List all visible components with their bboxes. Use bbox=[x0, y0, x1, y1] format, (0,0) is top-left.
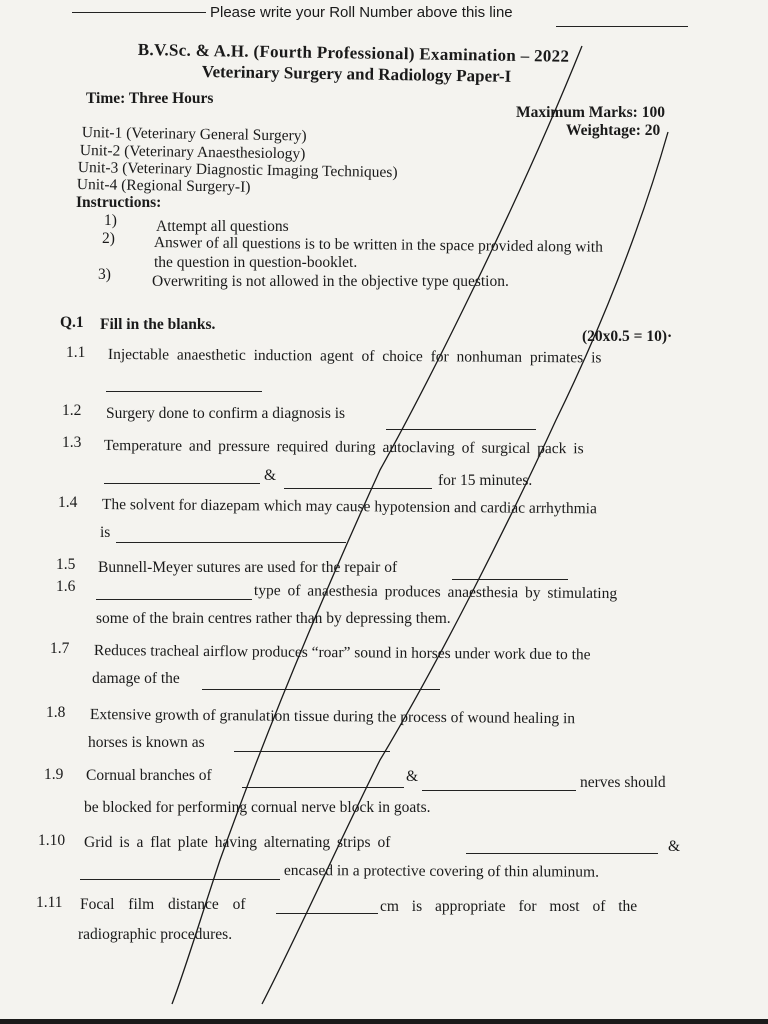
q1-5-blank[interactable] bbox=[452, 578, 568, 580]
unit-4: Unit-4 (Regional Surgery-I) bbox=[76, 176, 251, 196]
q1-1-text-content: Injectable anaesthetic induction agent of choice for nonhuman primates is bbox=[107, 346, 602, 367]
q1-3-blank-temperature[interactable] bbox=[104, 482, 260, 484]
weightage-label: Weightage: 20 bbox=[566, 122, 661, 139]
q1-11-text: Focal film distance of bbox=[80, 896, 246, 913]
max-marks-label: Maximum Marks: 100 bbox=[516, 104, 665, 121]
q1-9-text-cont: be blocked for performing cornual nerve block in goats. bbox=[84, 799, 431, 816]
roll-line-left bbox=[72, 12, 206, 13]
section-marks: (20x0.5 = 10)· bbox=[582, 328, 673, 345]
q1-3-text: Temperature and pressure required during autoclaving of surgical pack is bbox=[103, 437, 584, 458]
instruction-2-text-cont: the question in question-booklet. bbox=[154, 254, 358, 271]
q1-1-text bbox=[108, 346, 682, 368]
unit-1: Unit-1 (Veterinary General Surgery) bbox=[81, 124, 307, 145]
q1-2-number: 1.2 bbox=[62, 402, 82, 419]
paper-title: Veterinary Surgery and Radiology Paper-I bbox=[201, 62, 512, 86]
q1-8-text-cont: horses is known as bbox=[88, 734, 205, 751]
q1-7-blank[interactable] bbox=[202, 688, 440, 690]
q1-6-text: type of anaesthesia produces anaesthesia by stimulating bbox=[253, 582, 618, 603]
q1-3-blank-pressure[interactable] bbox=[284, 487, 432, 489]
question-label: Q.1 bbox=[60, 314, 84, 331]
q1-9-text-mid: nerves should bbox=[580, 774, 666, 791]
instruction-1-num: 1) bbox=[104, 212, 117, 229]
q1-8-blank[interactable] bbox=[234, 750, 390, 752]
q1-8-number: 1.8 bbox=[46, 704, 66, 721]
q1-6-blank[interactable] bbox=[96, 598, 252, 600]
q1-2-text: Surgery done to confirm a diagnosis is bbox=[106, 405, 346, 422]
q1-9-ampersand: & bbox=[406, 768, 419, 785]
instruction-1-text: Attempt all questions bbox=[156, 218, 289, 235]
unit-3: Unit-3 (Veterinary Diagnostic Imaging Techniques) bbox=[77, 159, 398, 182]
q1-7-text: Reduces tracheal airflow produces “roar” sound in horses under work due to the bbox=[93, 642, 591, 664]
scan-bottom-edge bbox=[0, 1019, 768, 1024]
q1-11-number: 1.11 bbox=[36, 894, 63, 911]
instructions-heading: Instructions: bbox=[76, 194, 162, 211]
time-label: Time: Three Hours bbox=[86, 90, 214, 107]
q1-11-blank[interactable] bbox=[276, 912, 378, 914]
q1-4-text-cont: is bbox=[100, 524, 111, 541]
instruction-2-num: 2) bbox=[102, 230, 115, 247]
instruction-3-text: Overwriting is not allowed in the objective type question. bbox=[152, 273, 509, 290]
instruction-2-text: Answer of all questions is to be written in the space provided along with bbox=[153, 234, 603, 256]
q1-10-text: Grid is a flat plate having alternating strips of bbox=[84, 834, 391, 851]
q1-3-number: 1.3 bbox=[62, 434, 82, 451]
roll-line-right bbox=[556, 26, 688, 27]
q1-3-ampersand: & bbox=[264, 467, 277, 484]
exam-title: B.V.Sc. & A.H. (Fourth Professional) Examination – 2022 bbox=[137, 40, 570, 66]
q1-10-text-cont: encased in a protective covering of thin aluminum. bbox=[283, 862, 600, 881]
q1-11-text-cont: radiographic procedures. bbox=[78, 926, 233, 943]
q1-7-text-cont: damage of the bbox=[92, 670, 180, 687]
q1-3-text-end: for 15 minutes. bbox=[438, 472, 533, 489]
q1-4-blank[interactable] bbox=[116, 541, 346, 543]
q1-4-number: 1.4 bbox=[58, 494, 78, 511]
q1-10-blank-2[interactable] bbox=[80, 878, 280, 880]
q1-1-number: 1.1 bbox=[66, 344, 86, 361]
q1-1-blank[interactable] bbox=[106, 390, 262, 392]
q1-11-text-mid: cm is appropriate for most of the bbox=[380, 898, 638, 915]
q1-10-number: 1.10 bbox=[38, 832, 66, 849]
q1-5-number: 1.5 bbox=[56, 556, 76, 573]
q1-8-text: Extensive growth of granulation tissue during the process of wound healing in bbox=[89, 706, 576, 728]
roll-number-instruction: Please write your Roll Number above this line bbox=[210, 4, 513, 21]
instruction-3-num: 3) bbox=[98, 266, 111, 283]
q1-10-blank-1[interactable] bbox=[466, 852, 658, 854]
unit-2: Unit-2 (Veterinary Anaesthesiology) bbox=[79, 142, 306, 163]
q1-6-text-cont: some of the brain centres rather than by depressing them. bbox=[96, 610, 451, 627]
q1-6-number: 1.6 bbox=[56, 578, 76, 595]
q1-7-number: 1.7 bbox=[50, 640, 70, 657]
q1-5-text: Bunnell-Meyer sutures are used for the repair of bbox=[98, 559, 398, 576]
section-heading: Fill in the blanks. bbox=[100, 316, 216, 333]
q1-9-text: Cornual branches of bbox=[86, 767, 212, 784]
q1-10-ampersand: & bbox=[668, 838, 681, 855]
q1-2-blank[interactable] bbox=[386, 428, 536, 430]
q1-9-number: 1.9 bbox=[44, 766, 64, 783]
q1-9-blank-1[interactable] bbox=[242, 786, 404, 788]
q1-9-blank-2[interactable] bbox=[422, 789, 576, 791]
q1-4-text: The solvent for diazepam which may cause hypotension and cardiac arrhythmia bbox=[101, 496, 597, 518]
